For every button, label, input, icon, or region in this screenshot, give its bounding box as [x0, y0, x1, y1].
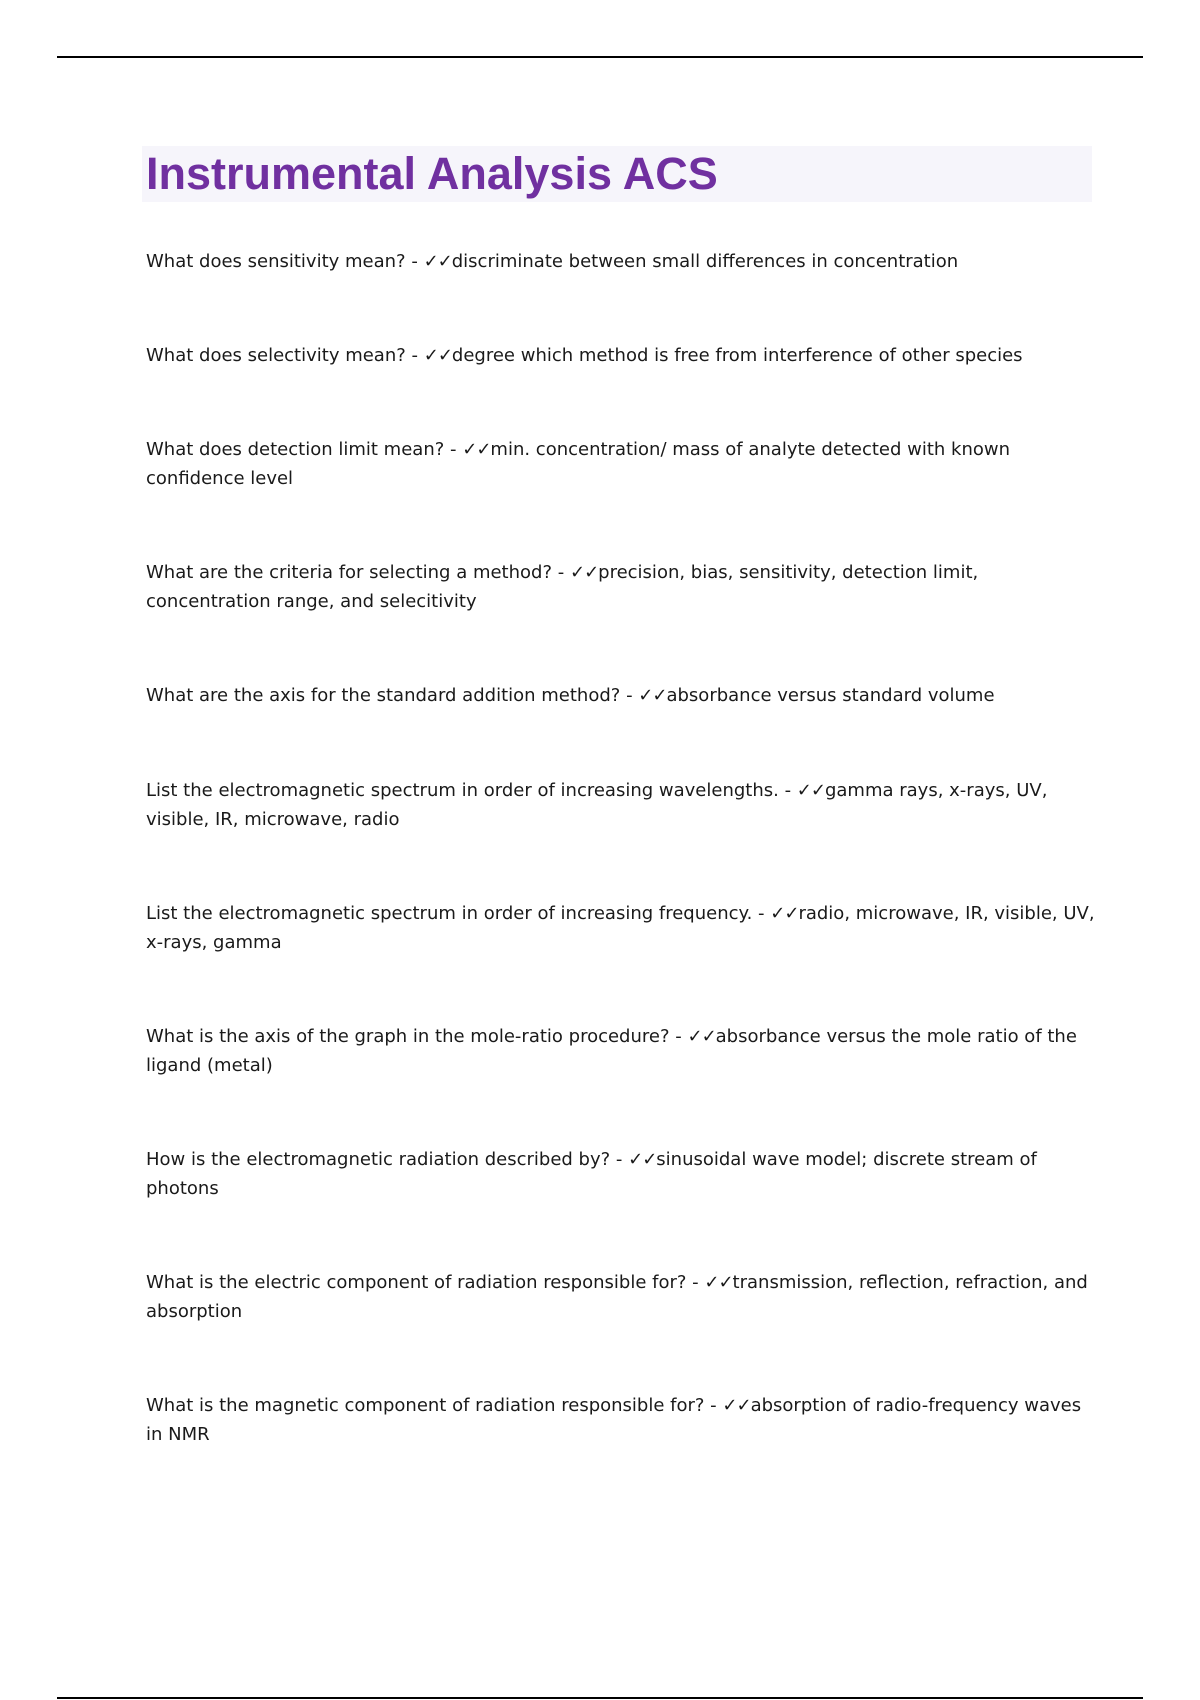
check-icon: ✓✓	[796, 780, 825, 801]
answer-text: absorbance versus standard volume	[666, 685, 995, 706]
separator: -	[704, 1395, 723, 1416]
separator: -	[669, 1026, 688, 1047]
check-icon: ✓✓	[638, 685, 667, 706]
separator: -	[752, 903, 771, 924]
question-text: List the electromagnetic spectrum in order of increasing frequency.	[146, 903, 753, 924]
question-text: What does sensitivity mean?	[146, 251, 406, 272]
separator: -	[405, 345, 424, 366]
answer-text: absorbance versus the mole ratio of the ligand (metal)	[146, 1026, 1077, 1076]
qa-item	[146, 899, 1096, 957]
separator: -	[620, 685, 639, 706]
answer-text: sinusoidal wave model; discrete stream of photons	[146, 1149, 1037, 1199]
check-icon: ✓✓	[770, 903, 799, 924]
check-icon: ✓✓	[423, 251, 452, 272]
separator: -	[610, 1149, 629, 1170]
separator: -	[686, 1272, 705, 1293]
check-icon: ✓✓	[722, 1395, 751, 1416]
question-text: What is the magnetic component of radiation responsible for?	[146, 1395, 705, 1416]
question-text: What is the electric component of radiation responsible for?	[146, 1272, 687, 1293]
qa-item	[146, 1022, 1096, 1080]
check-icon: ✓✓	[569, 562, 599, 583]
answer-text: radio, microwave, IR, visible, UV, x-rays, gamma	[146, 903, 1095, 953]
question-text: What are the criteria for selecting a method?	[146, 562, 553, 583]
question-text: What does selectivity mean?	[146, 345, 406, 366]
answer-text: absorption of radio-frequency waves in NMR	[146, 1395, 1082, 1445]
top-rule	[57, 56, 1143, 58]
answer-text: degree which method is free from interference of other species	[451, 345, 1023, 366]
question-text: What is the axis of the graph in the mole-ratio procedure?	[146, 1026, 670, 1047]
separator: -	[552, 562, 570, 583]
answer-text: discriminate between small differences in concentration	[451, 251, 959, 272]
document-title: Instrumental Analysis ACS	[146, 148, 718, 199]
qa-item	[146, 247, 1096, 276]
qa-item	[146, 1145, 1096, 1203]
qa-item	[146, 1391, 1096, 1449]
separator: -	[405, 251, 424, 272]
question-text: How is the electromagnetic radiation described by?	[146, 1149, 611, 1170]
qa-item	[146, 776, 1096, 834]
answer-text: min. concentration/ mass of analyte detected with known confidence level	[146, 439, 1011, 489]
answer-text: gamma rays, x-rays, UV, visible, IR, microwave, radio	[146, 780, 1048, 830]
check-icon: ✓✓	[423, 345, 452, 366]
qa-item	[146, 558, 1096, 616]
question-text: What are the axis for the standard addition method?	[146, 685, 621, 706]
question-text: List the electromagnetic spectrum in order of increasing wavelengths.	[146, 780, 779, 801]
separator: -	[778, 780, 797, 801]
bottom-rule	[57, 1697, 1143, 1699]
answer-text: transmission, reflection, refraction, and absorption	[146, 1272, 1088, 1322]
check-icon: ✓✓	[704, 1272, 733, 1293]
qa-item	[146, 341, 1096, 370]
answer-text: precision, bias, sensitivity, detection limit, concentration range, and selecitivity	[146, 562, 979, 612]
check-icon: ✓✓	[462, 439, 491, 460]
check-icon: ✓✓	[628, 1149, 657, 1170]
separator: -	[444, 439, 463, 460]
check-icon: ✓✓	[687, 1026, 716, 1047]
qa-item	[146, 681, 1096, 710]
question-text: What does detection limit mean?	[146, 439, 445, 460]
qa-item	[146, 435, 1096, 493]
qa-item	[146, 1268, 1096, 1326]
